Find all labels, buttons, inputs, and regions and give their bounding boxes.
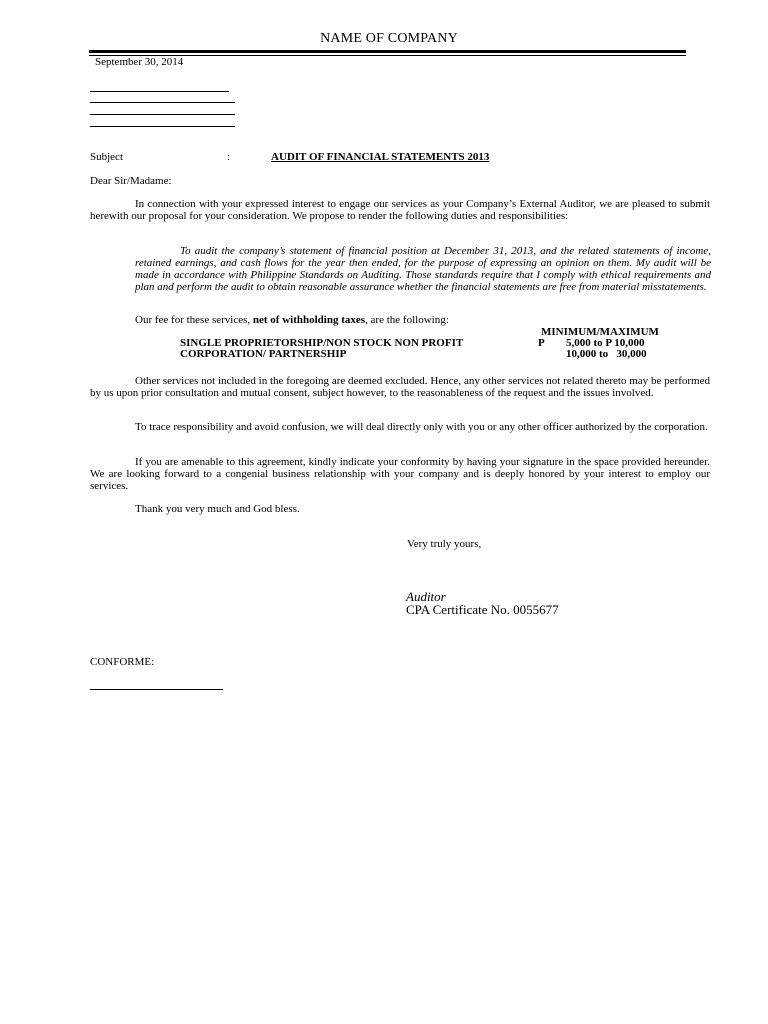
signer-role: Auditor	[406, 589, 446, 604]
company-name: NAME OF COMPANY	[320, 31, 458, 46]
salutation: Dear Sir/Madame:	[90, 175, 172, 187]
duties-paragraph: To audit the company’s statement of financial position at December 31, 2013, and the related statements of income, retained earnings, and cash flows for the year then ended, for the purpose of expressing an opinion on them. My audit will be made in accordance with Philippine Standards on Auditing. Those standards require that I comply with ethical requirements and plan and perform the audit to obtain reasonable assurance whether the financial statements are free from material misstatements.	[135, 245, 711, 293]
responsibility-paragraph: To trace responsibility and avoid confusion, we will deal directly only with you or any other officer authorized by the corporation.	[135, 421, 708, 433]
conforme-signature-line	[90, 689, 223, 690]
fee-intro-text: Our fee for these services,	[135, 314, 253, 326]
recipient-line-3	[90, 114, 235, 115]
recipient-line-1	[90, 91, 229, 92]
recipient-line-4	[90, 126, 235, 127]
closing-line: Very truly yours,	[407, 538, 482, 550]
agreement-paragraph: If you are amenable to this agreement, kindly indicate your conformity by having your signature in the space provided hereunder. We are looking forward to a congenial business relationship with your company and is deeply honored by your interest to employ our services.	[90, 456, 710, 492]
signer-certificate: CPA Certificate No. 0055677	[406, 602, 559, 617]
fee-row-category: SINGLE PROPRIETORSHIP/NON STOCK NON PROFIT	[180, 337, 464, 349]
header-rule-thick	[89, 50, 686, 53]
conforme-label: CONFORME:	[90, 656, 155, 668]
intro-paragraph: In connection with your expressed interest to engage our services as your Company’s External Auditor, we are pleased to submit herewith our proposal for your consideration. We propose to render the following duties and responsibilities:	[90, 198, 710, 222]
fee-intro	[135, 314, 449, 326]
subject-title: AUDIT OF FINANCIAL STATEMENTS 2013	[271, 151, 490, 163]
thanks-line: Thank you very much and God bless.	[135, 503, 300, 515]
recipient-line-2	[90, 102, 235, 103]
fee-row-range: 10,000 to 30,000	[566, 348, 647, 360]
fee-intro-text-end: , are the following:	[365, 314, 449, 326]
letter-date: September 30, 2014	[95, 56, 184, 68]
fee-row-range: 5,000 to P 10,000	[566, 337, 645, 349]
excluded-services-paragraph: Other services not included in the foregoing are deemed excluded. Hence, any other services not related thereto may be performed by us upon prior consultation and mutual consent, subject however, to the reasonableness of the request and the issues involved.	[90, 375, 710, 399]
fee-row-currency: P	[538, 337, 545, 349]
fee-table-header: MINIMUM/MAXIMUM	[541, 326, 659, 338]
fee-intro-emphasis: net of withholding taxes	[252, 314, 366, 326]
subject-colon: :	[227, 151, 231, 163]
subject-label: Subject	[90, 151, 123, 163]
fee-row-category: CORPORATION/ PARTNERSHIP	[180, 348, 347, 360]
